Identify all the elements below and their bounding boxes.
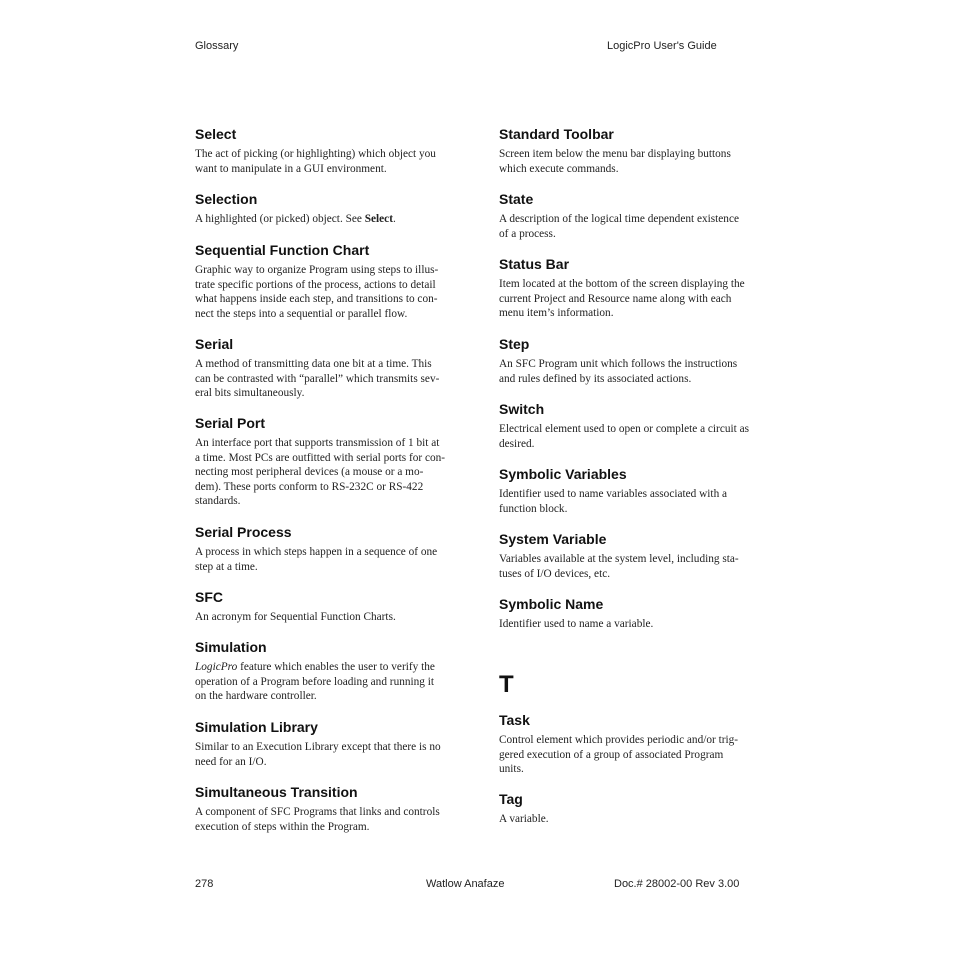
glossary-entry-simulation <box>195 639 460 704</box>
term-title: Task <box>499 712 530 728</box>
product-name: LogicPro <box>195 661 238 673</box>
glossary-entry-simultaneous-transition <box>195 784 460 834</box>
term-title: Simulation <box>195 639 267 655</box>
term-title: Sequential Function Chart <box>195 242 370 258</box>
term-definition: Control element which provides periodic and/or trig- gered execution of a group of associated Program units. <box>499 734 739 775</box>
term-title: System Variable <box>499 531 607 547</box>
term-title: Serial <box>195 336 234 352</box>
footer-page-number: 278 <box>195 878 214 890</box>
term-definition: Similar to an Execution Library except that there is no need for an I/O. <box>195 741 441 768</box>
footer-company: Watlow Anafaze <box>426 878 505 890</box>
glossary-entry-symbolic-name <box>499 596 764 632</box>
term-title: SFC <box>195 589 223 605</box>
term-title: Status Bar <box>499 256 570 272</box>
header-guide-title: LogicPro User's Guide <box>607 40 717 52</box>
cross-reference: Select <box>364 213 393 225</box>
glossary-entry-serial-port <box>195 415 460 509</box>
definition-text: feature which enables the user to verify the operation of a Program before loading and running it on the hardware controller. <box>195 661 435 702</box>
glossary-entry-sfc <box>195 589 460 625</box>
term-title: Standard Toolbar <box>499 126 614 142</box>
section-letter-heading: T <box>499 671 514 698</box>
term-title: Serial Process <box>195 524 292 540</box>
term-title: Symbolic Variables <box>499 466 627 482</box>
term-definition: An SFC Program unit which follows the instructions and rules defined by its associated actions. <box>499 358 738 385</box>
glossary-entry-step <box>499 336 764 386</box>
term-definition: An interface port that supports transmission of 1 bit at a time. Most PCs are outfitted with serial ports for con- necting most peripheral devices (a mouse or a mo- dem). These ports conform to RS-232C or RS-422 standards. <box>195 437 446 507</box>
term-definition: Identifier used to name a variable. <box>499 618 654 630</box>
term-definition <box>195 660 460 704</box>
glossary-entry-standard-toolbar <box>499 126 764 176</box>
term-title: Symbolic Name <box>499 596 604 612</box>
glossary-entry-serial <box>195 336 460 401</box>
term-definition <box>195 212 460 227</box>
term-definition: Variables available at the system level, including sta- tuses of I/O devices, etc. <box>499 553 739 580</box>
term-title: Serial Port <box>195 415 266 431</box>
glossary-entry-state <box>499 191 764 241</box>
term-definition: A description of the logical time dependent existence of a process. <box>499 213 739 240</box>
term-definition: A method of transmitting data one bit at a time. This can be contrasted with “parallel” which transmits sev- eral bits simultaneously. <box>195 358 440 399</box>
term-definition: Item located at the bottom of the screen displaying the current Project and Resource name along with each menu item’s information. <box>499 278 745 319</box>
term-title: Select <box>195 126 237 142</box>
definition-text: . <box>392 213 396 225</box>
glossary-entry-sequential-function-chart <box>195 242 460 321</box>
term-definition: Identifier used to name variables associated with a function block. <box>499 488 728 515</box>
term-title: Tag <box>499 791 523 807</box>
term-title: Switch <box>499 401 545 417</box>
term-definition: The act of picking (or highlighting) which object you want to manipulate in a GUI environment. <box>195 148 436 175</box>
glossary-entry-status-bar <box>499 256 764 321</box>
term-definition: Graphic way to organize Program using steps to illus- trate specific portions of the process, actions to detail what happens inside each step, and transitions to con- nect the steps into a sequential or parallel flow. <box>195 264 439 320</box>
header-section-label: Glossary <box>195 40 239 52</box>
footer-doc-number: Doc.# 28002-00 Rev 3.00 <box>614 878 740 890</box>
glossary-entry-select <box>195 126 460 176</box>
term-title: Simulation Library <box>195 719 318 735</box>
term-definition: Electrical element used to open or complete a circuit as desired. <box>499 423 749 450</box>
glossary-entry-task <box>499 712 764 777</box>
term-title: State <box>499 191 534 207</box>
glossary-entry-serial-process <box>195 524 460 574</box>
term-definition: A process in which steps happen in a sequence of one step at a time. <box>195 546 438 573</box>
glossary-entry-tag <box>499 791 764 827</box>
definition-text: A highlighted (or picked) object. See <box>195 213 365 225</box>
glossary-entry-simulation-library <box>195 719 460 769</box>
glossary-entry-symbolic-variables <box>499 466 764 516</box>
term-definition: Screen item below the menu bar displaying buttons which execute commands. <box>499 148 731 175</box>
term-title: Selection <box>195 191 258 207</box>
term-definition: An acronym for Sequential Function Charts. <box>195 611 396 623</box>
term-title: Step <box>499 336 530 352</box>
glossary-entry-system-variable <box>499 531 764 581</box>
glossary-entry-switch <box>499 401 764 451</box>
term-definition: A variable. <box>499 813 549 825</box>
term-title: Simultaneous Transition <box>195 784 358 800</box>
glossary-entry-selection <box>195 191 460 227</box>
term-definition: A component of SFC Programs that links and controls execution of steps within the Program. <box>195 806 440 833</box>
